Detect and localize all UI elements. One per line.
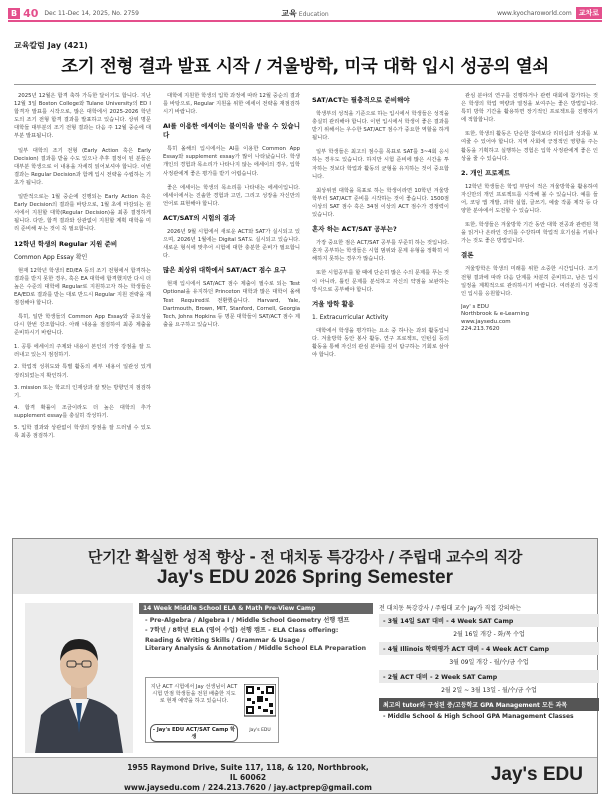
section-name: 교육 <box>281 8 297 18</box>
paragraph: 일부 대학의 조기 전형 (Early Action 혹은 Early Decision) 결과를 받을 수도 있으나 추후 결정이 된 분들은 대부분 학생으로 이 내용을 자세히 읽어보셔야 합니다. 이번 결과는 Regular Decision과 함께 입시 전략을 수립하는 기초가 됩니다. <box>14 147 151 186</box>
ad-address: 1955 Raymond Drive, Suite 117, 118, & 120, Northbrook, IL 60062 <box>127 763 369 782</box>
schedule-header: 전 대치동 특강강사 / 주립대 교수 Jay가 직접 강의하는 <box>379 605 522 612</box>
ad-footer-band <box>13 757 597 793</box>
instructor-portrait-icon <box>25 603 133 753</box>
paragraph: 대학에 지원한 학생의 입학 과정에 따라 12월 중순의 결과를 바탕으로, Regular 지원을 위한 에세이 전략을 재점검하시기 바랍니다. <box>163 93 300 116</box>
article-column-3 <box>312 92 449 524</box>
paragraph: 일부 학생들은 최고의 점수를 목표로 SAT를 3~4회 응시하는 경우도 있습니다. 하지만 시험 준비에 많은 시간을 투자하는 것보다 학업과 활동의 균형을 유지하는 것이 중요합니다. <box>312 149 449 180</box>
subheading: 12학년 학생의 Regular 지원 준비 <box>14 239 118 248</box>
schedule-title: - 4월 Illinois 학력평가 ACT 대비 - 4 Week ACT Camp <box>379 642 599 655</box>
schedule-item <box>379 670 599 696</box>
paragraph: 또한, 학생의 활동은 단순한 참여보다 리더십과 성과를 보여줄 수 있어야 합니다. 지역 사회에 긍정적인 영향을 주는 활동을 기획하고 실행하는 경험은 입학 사정관에게 좋은 인상을 줄 수 있습니다. <box>461 131 598 162</box>
testimonial-label: - Jay's EDU ACT/SAT Camp 학생 <box>150 724 238 742</box>
article-column-4 <box>461 92 598 524</box>
program-title: 14 Week Middle School ELA & Math Pre-View Camp <box>139 603 373 614</box>
qr-caption: Jay's EDU <box>249 728 271 733</box>
list-item: 2. 학업적 성취도와 특별 활동의 세부 내용이 일관성 있게 정리되었는지 확인하기. <box>14 364 151 379</box>
paragraph: 가장 중요한 점은 ACT/SAT 공부를 꾸준히 하는 것입니다. 혼자 공부하는 학생들은 시험 범위와 문제 유형을 정확히 이해하지 못하는 경우가 많습니다. <box>312 240 449 263</box>
paragraph: 특히, 일반 학생들의 Common App Essay와 중요성을 다시 한번 강조합니다. 아래 내용을 점검하여 최종 제출을 준비하시기 바랍니다. <box>14 313 151 337</box>
gpa-management-banner: 최고의 tutor와 구성된 중/고등학교 GPA Management 모든 과목 <box>379 698 599 711</box>
schedule-dates: 3월 09일 개강 - 월/수/금 수업 <box>449 659 529 666</box>
testimonial-text: 지난 ACT 시험에서 Jay 선생님이 ACT 시험 만점 학생들을 전원 배출한 지도로 현재 예약을 하고 있습니다. <box>150 684 238 704</box>
minor-heading: Common App Essay 확인 <box>14 253 88 261</box>
publication-logo: 교차로 <box>576 7 602 19</box>
article-column-2 <box>163 92 300 524</box>
paragraph: 2025년 12월은 합격 축하 가득한 달이기도 합니다. 지난 12월 3일 Boston College와 Tulane University의 ED I 합격자 발표를 시작으로, 많은 대학에서 2025-2026 학년도의 조기 전형 합격 결과를 발표하고 있습니다. 상위 명문 대학들 대부분의 조기 전형 결과는 다음 주 12월 중순에 대부분 발표됩니다. <box>14 93 151 140</box>
site-url[interactable]: www.kyocharoworld.com <box>497 9 572 17</box>
signature-name: Jay' s EDU <box>461 303 489 310</box>
paragraph: 일반적으로는 1월 중순에 진행되는 Early Action 혹은 Early Decision의 결과를 바탕으로, 1월 초에 마감되는 원서에서 지원할 대학(Regular Decision)을 최종 결정하게 됩니다. 다만, 합격 결과와 상관없이 지원할 계획 대학을 미리 준비해 두는 것이 꼭 필요합니다. <box>14 194 151 233</box>
page-header <box>8 6 602 22</box>
schedule-dates: 2월 2일 ~ 3월 13일 - 월/수/금 수업 <box>441 687 537 694</box>
signature-phone: 224.213.7620 <box>461 326 500 333</box>
list-item: 1. 공통 에세이의 주제와 내용이 본인의 가장 강점을 잘 드러내고 있는지 점검하기. <box>14 344 151 359</box>
program-list <box>139 614 373 656</box>
paragraph: 겨울방학은 학생의 미래를 위한 소중한 시간입니다. 조기 전형 결과에 따라 다음 단계를 차분히 준비하고, 남은 입시 일정을 계획적으로 관리하시기 바랍니다. 여러분의 성공적인 입시를 응원합니다. <box>461 266 598 297</box>
paragraph: 학생부의 성적을 기준으로 하는 입시에서 학생들은 성적을 충실히 관리해야 합니다. 이번 입시에서 학생이 좋은 결과를 받기 위해서는 우수한 SAT/ACT 점수가 중요한 역할을 하게 됩니다. <box>312 111 449 142</box>
ad-contacts[interactable]: www.jaysedu.com / 224.213.7620 / jay.actprep@gmail.com <box>124 783 372 792</box>
paragraph: 좋은 에세이는 학생의 목소리를 나타내는 에세이입니다. 에세이에서는 진솔한 경험과 고민, 그리고 성장을 자신만의 언어로 표현해야 합니다. <box>163 184 300 207</box>
paragraph: 12학년 학생들은 학업 부담이 적은 겨울방학을 활용하여 자신만의 개인 프로젝트를 시작해 볼 수 있습니다. 예를 들어, 코딩 앱 개발, 과학 실험, 글쓰기, 예술 작품 제작 등 다양한 분야에서 도전할 수 있습니다. <box>461 183 598 215</box>
subheading: 2. 개인 프로젝트 <box>461 168 511 177</box>
subheading: 결론 <box>461 251 474 260</box>
program-item: Reading & Writing Skills / Grammar & Usage / <box>145 637 305 644</box>
signature-website[interactable]: www.jaysedu.com <box>461 318 511 325</box>
ad-schedule-panel <box>379 603 599 753</box>
ad-title: Jay's EDU 2026 Spring Semester <box>156 567 453 588</box>
paragraph: 특히 올해의 입시에서는 AI를 이용한 Common App Essay와 supplement essay가 많이 나타났습니다. 학생 개인의 경험과 목소리가 나타나지 않는 에세이의 경우, 입학 사정관에게 좋은 평가를 받기 어렵습니다. <box>163 146 300 177</box>
ad-header-band <box>13 539 597 594</box>
paragraph: 최상위권 대학을 목표로 하는 학생이라면 10학년 겨울방학부터 SAT/ACT 준비를 시작하는 것이 좋습니다. 1500점 이상의 SAT 점수 혹은 34점 이상의 ACT 점수가 경쟁력이 있습니다. <box>312 187 449 219</box>
section-badge: B <box>8 8 20 19</box>
paragraph: 또한 시험공부를 할 때에 단순히 많은 수의 문제를 푸는 것이 아니라, 틀린 문제를 분석하고 자신의 약점을 보완하는 방식으로 공부해야 합니다. <box>312 270 449 293</box>
subheading: SAT/ACT는 필충적으로 준비해야 <box>312 96 410 104</box>
schedule-title: - 2월 ACT 대비 - 2 Week SAT Camp <box>379 670 599 683</box>
subheading: 겨울 방학 활용 <box>312 299 355 308</box>
schedule-title: - 3월 14일 SAT 대비 - 4 Week SAT Camp <box>379 614 599 627</box>
subheading: AI를 이용한 에세이는 불이익을 받을 수 있습니다 <box>163 122 300 140</box>
paragraph: 현재 12학년 학생의 ED/EA 등의 조기 전형에서 합격하는 결과를 받지 못한 경우, 혹은 EA 대학에 합격했지만 다시 더 높은 수준의 대학에 Regular로 지원하고자 하는 학생들은 EA/ED로 결과를 받는 대로 반드시 Regular 지원 전략을 재점검해야 합니다. <box>14 267 151 306</box>
ad-tagline: 단기간 확실한 성적 향상 - 전 대치동 특강강사 / 주립대 교수의 직강 <box>87 548 523 566</box>
article-column-1 <box>14 92 151 524</box>
schedule-item <box>379 614 599 640</box>
author-signature <box>461 304 598 334</box>
gpa-management-subtitle: - Middle School & High School GPA Management Classes <box>383 713 574 720</box>
issue-date: Dec 11-Dec 14, 2025, No. 2759 <box>44 9 139 17</box>
list-item: 3. mission 또는 학교의 인재상과 잘 맞는 방향인지 점검하기. <box>14 384 151 399</box>
paragraph: 현재 입시에서 SAT/ACT 점수 제출이 필수로 되는 Test Optional을 유지하던 Princeton 대학과 많은 대학이 올해 Test Required로 전환했습니다. Harvard, Yale, Dartmouth, Brown, MIT, Stanford, Cornell, Georgia Tech, Johns Hopkins 등 명문 대학들이 SAT/ACT 점수 제출을 요구하고 있습니다. <box>163 281 300 328</box>
minor-heading: 1. Extracurricular Activity <box>312 313 389 321</box>
ad-program-panel <box>139 603 373 753</box>
program-item: - Pre-Algebra / Algebra I / Middle School Geometry 선행 캠프 <box>145 617 350 624</box>
schedule-item <box>379 642 599 668</box>
schedule-dates: 2월 16일 개강 - 화/목 수업 <box>453 631 525 638</box>
paragraph: 2026년 9월 시험에서 새로운 ACT와 SAT가 실시되고 있으며, 2026년 1월에는 Digital SAT도 실시되고 있습니다. 새로운 형식에 맞추어 시험에 대한 충분한 준비가 필요합니다. <box>163 228 300 260</box>
subheading: 혼자 하는 ACT/SAT 공부는? <box>312 225 397 234</box>
subheading: 많은 최상위 대학에서 SAT/ACT 점수 요구 <box>163 266 287 275</box>
paragraph: 대학에서 학생을 평가하는 요소 중 하나는 과외 활동입니다. 겨울방학 동안 봉사 활동, 연구 프로젝트, 인턴십 등의 활동을 통해 자신의 관심 분야를 깊이 탐구하는 기회로 삼아야 합니다. <box>312 327 449 358</box>
instructor-photo <box>25 603 133 753</box>
section-title <box>281 8 328 19</box>
subheading: ACT/SAT의 시험의 결과 <box>163 213 236 222</box>
ad-contact <box>123 763 373 793</box>
list-item: 4. 합격 확률이 조금이라도 더 높은 대학의 추가 supplement essay를 충실히 작성하기. <box>14 404 151 419</box>
testimonial-box <box>145 677 279 743</box>
advertisement <box>12 538 598 794</box>
section-name-en: Education <box>298 10 329 18</box>
headline-divider <box>14 84 596 85</box>
program-item: - 7학년 / 8학년 ELA (영어 수업) 선행 캠프 - ELA Class offering: <box>145 627 339 634</box>
article-headline: 조기 전형 결과 발표 시작 / 겨울방학, 미국 대학 입시 성공의 열쇠 <box>61 57 549 77</box>
program-item: Literary Analysis & Annotation / Middle School ELA Preparation <box>145 645 367 652</box>
paragraph: 관심 분야의 연구를 진행하거나 관련 대회에 참가하는 것은 학생의 학업 역량과 열정을 보여주는 좋은 방법입니다. 특히 방학 기간을 활용하면 장기적인 프로젝트를 진행하기에 적합합니다. <box>461 93 598 124</box>
signature-location: Northbrook & e-Learning <box>461 311 529 318</box>
list-item: 5. 입학 결과와 상관없이 학생의 장점을 잘 드러낼 수 있도록 최종 점검하기. <box>14 425 151 440</box>
ad-brand-logo: Jay's EDU <box>490 764 583 785</box>
column-kicker: 교육칼럼 Jay (421) <box>14 41 88 50</box>
qr-code-icon[interactable] <box>244 684 276 726</box>
page-number: 40 <box>23 6 39 20</box>
paragraph: 또한, 학생들은 겨울방학 기간 동안 대학 전공과 관련된 책을 읽거나 온라인 강의를 수강하며 학업적 호기심을 키워나가는 것도 좋은 방법입니다. <box>461 222 598 245</box>
